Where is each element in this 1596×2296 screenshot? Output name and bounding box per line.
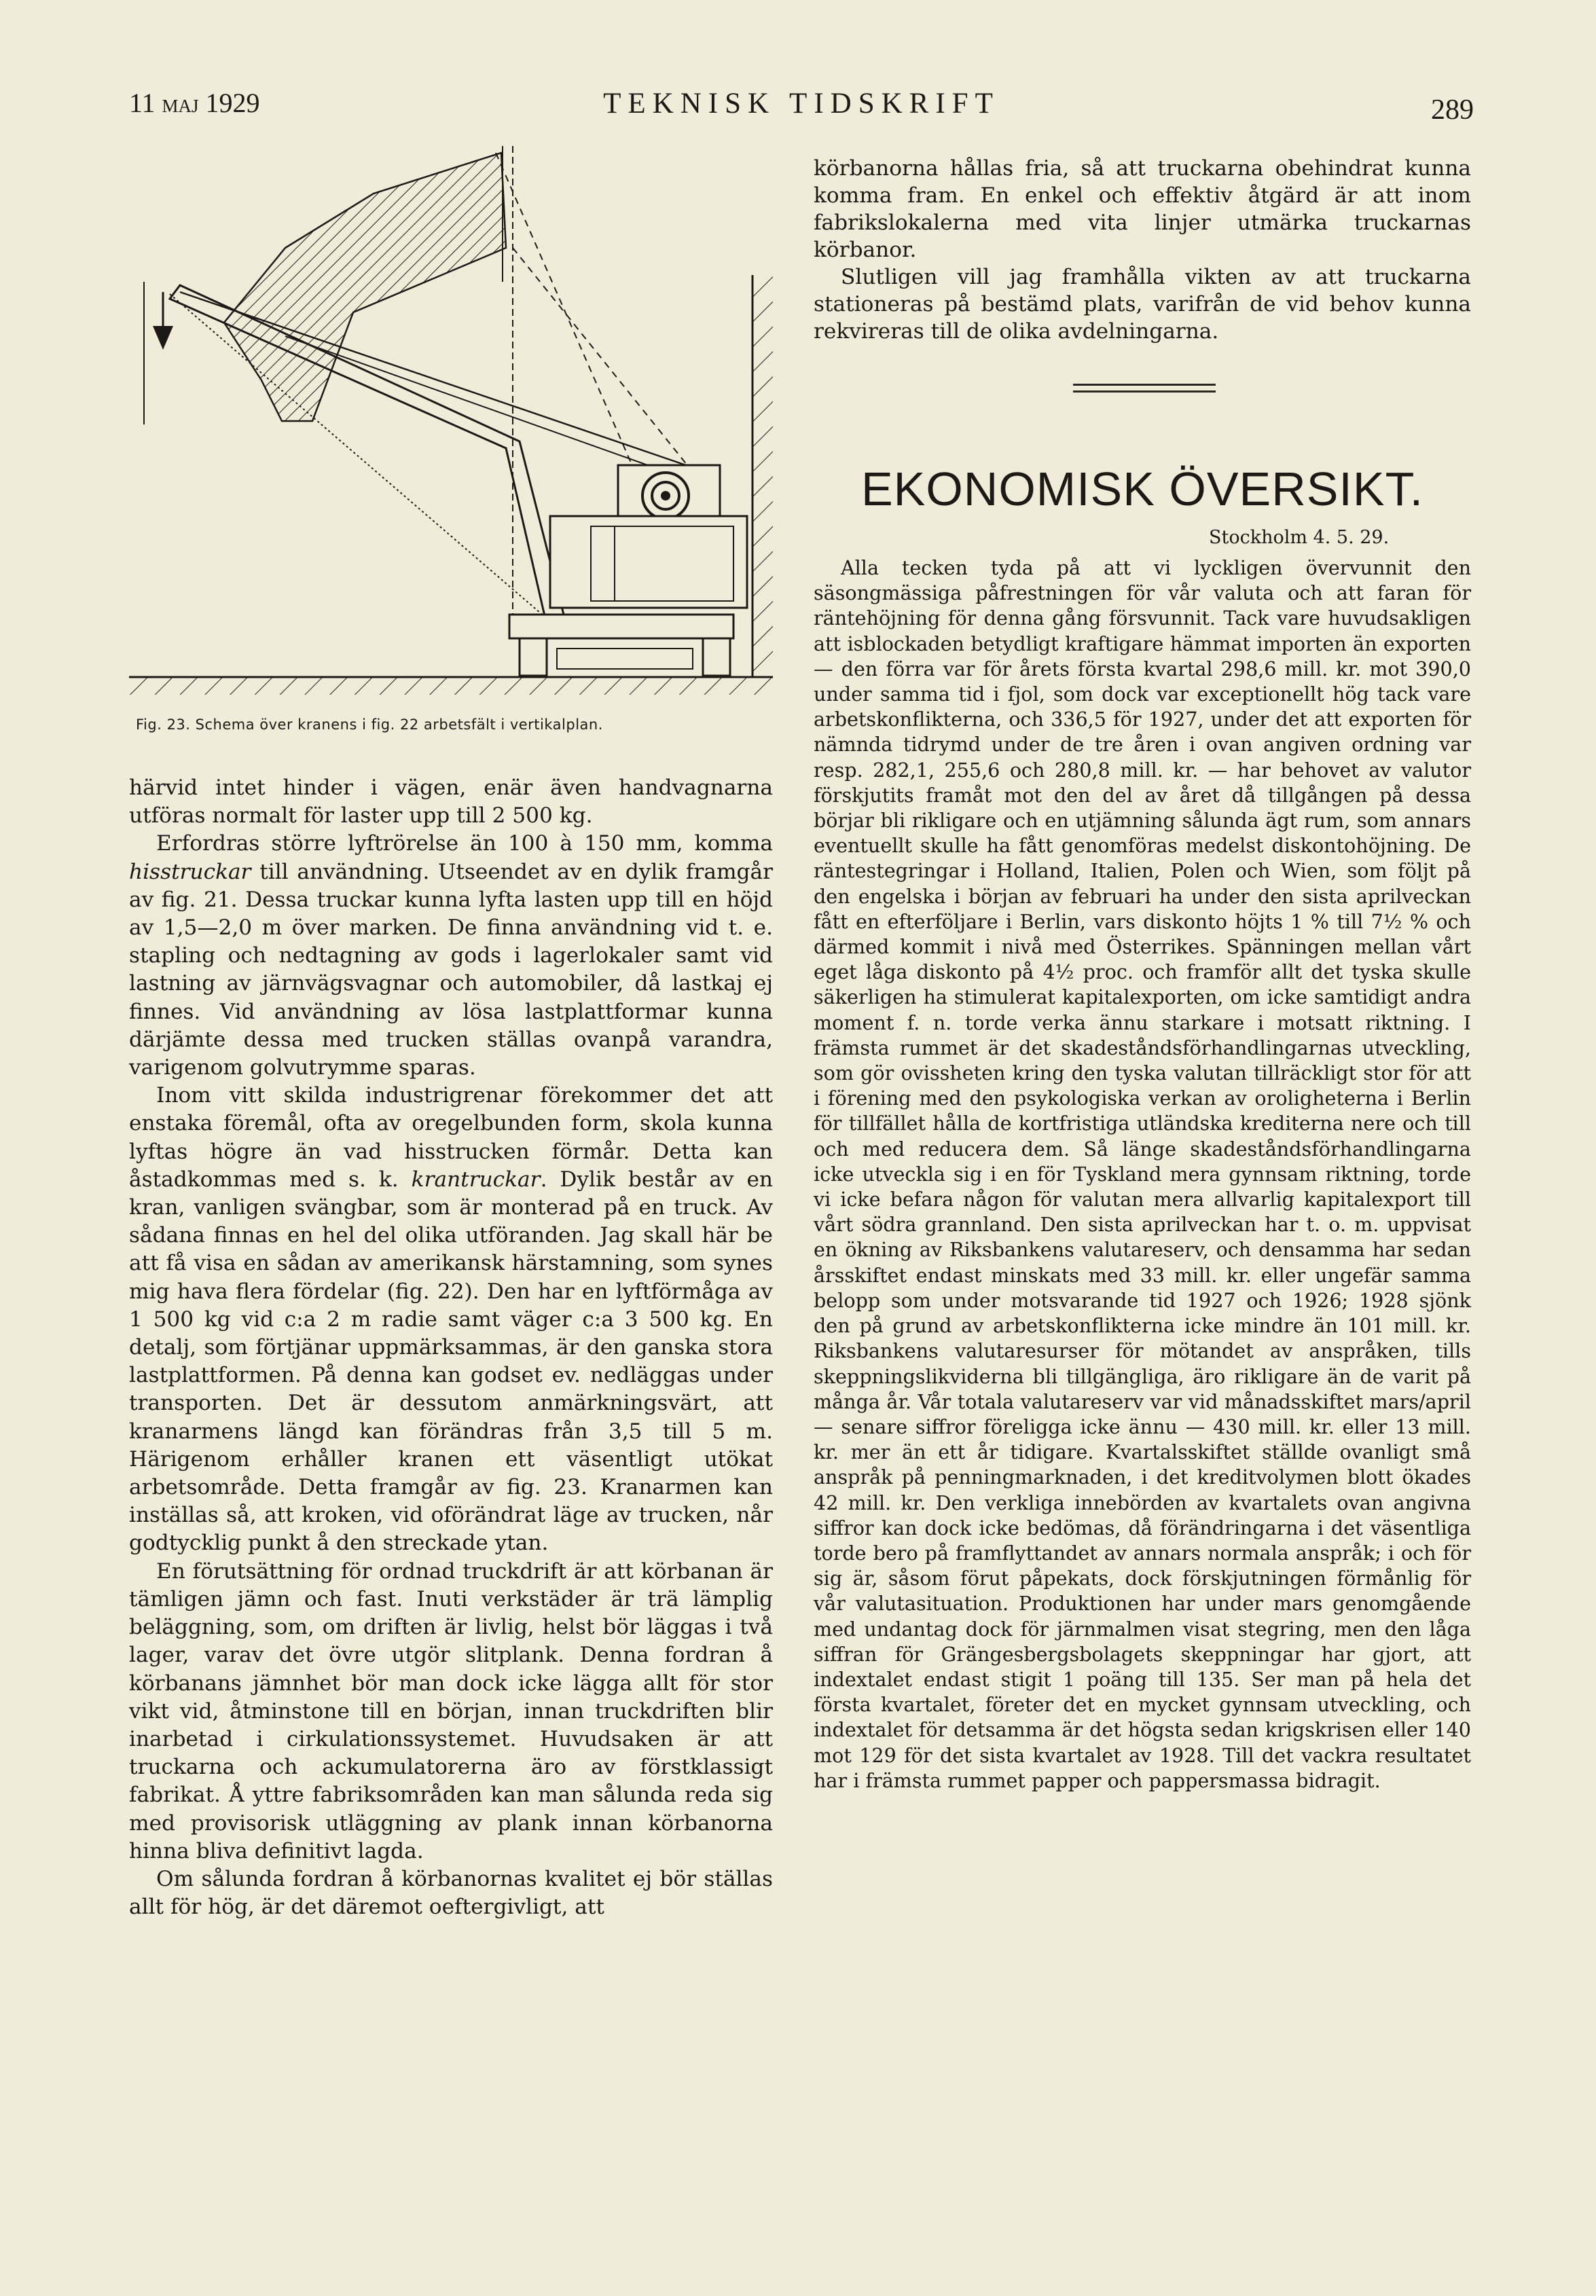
truck-chassis bbox=[509, 615, 733, 638]
paragraph: Om sålunda fordran å körbanornas kvalitet ej bör ställas allt för hög, är det däremot oeftergivligt, att bbox=[129, 1866, 773, 1920]
left-column bbox=[129, 774, 773, 1921]
dateline: Stockholm 4. 5. 29. bbox=[1209, 527, 1390, 548]
paragraph: Inom vitt skilda industrigrenar förekommer det att enstaka föremål, ofta av oregelbunden form, skola kunna lyftas högre än vad hisstrucken förmår. Detta kan åstadkommas med s. k. krantruckar. Dylik består av en kran, vanligen svängbar, som är monterad på en truck. Av sådana finnas en hel del olika utföranden. Jag skall här be att få visa en sådan av amerikansk härstamning, som synes mig hava flera fördelar (fig. 22). Den har en lyftförmåga av 1 500 kg vid c:a 2 m radie samt väger c:a 3 500 kg. En detalj, som förtjänar uppmärksammas, är den ganska stora lastplattformen. På denna kan godset ev. nedläggas under transporten. Det är dessutom anmärkningsvärt, att kranarmens längd kan förändras från 3,5 till 5 m. Härigenom erhåller kranen ett väsentligt utökat arbetsområde. Detta framgår av fig. 23. Kranarmen kan inställas så, att kroken, vid oförändrat läge av trucken, når godtycklig punkt å den streckade ytan. bbox=[129, 1083, 773, 1556]
section-divider bbox=[1073, 390, 1216, 393]
running-header bbox=[129, 87, 1474, 134]
paragraph: Alla tecken tyda på att vi lyckligen övervunnit den säsongmässiga påfrestningen för vår valuta och att faran för räntehöjning för denna gång försvunnit. Tack vare huvudsakligen att isblockaden betydligt kraftigare hämmat importen än exporten — den förra var för årets första kvartal 298,6 mill. kr. mot 390,0 under samma tid i fjol, som dock var exceptionellt hög tack vare arbetskonflikterna, och 336,5 för 1927, under det att exporten för nämnda tidrymd under de tre åren i ovan angiven ordning var resp. 282,1, 255,6 och 280,8 mill. kr. — har behovet av valutor förskjutits framåt mot den del av året då tillgången på dessa börjar bli rikligare och en utjämning sålunda ägt rum, som annars eventuellt skulle ha fått genomföras medelst diskontohöjning. De räntestegringar i Holland, Italien, Polen och Wien, som följt på den engelska i början av februari ha under den sista aprilveckan fått en efterföljare i Berlin, vars diskonto höjts 1 % till 7½ % och därmed kommit i nivå med Österrikes. Spänningen mellan vårt eget låga diskonto på 4½ proc. och framför allt det tyska skulle säkerligen ha stimulerat kapitalexporten, om icke samtidigt andra moment f. n. torde verka ännu starkare i motsatt riktning. I främsta rummet är det skadeståndsförhandlingarnas utveckling, som gör ovissheten kring den tyska valutan tillräckligt stor för att i förening med den psykologiska verkan av oroligheterna i Berlin för tillfället hålla de kortfristiga utländska krediterna nere och till och med reducera dem. Så länge skadeståndsförhandlingarna icke utveckla sig i en för Tyskland mera gynnsam riktning, torde vi icke befara någon för valutan mera allvarlig kapitalexport till vårt södra grannland. Den sista aprilveckan har t. o. m. uppvisat en ökning av Riksbankens valutareserv, och densamma har sedan årsskiftet endast minskats med 33 mill. kr. eller ungefär samma belopp som under motsvarande tid 1927 och 1926; 1928 sjönk den på grund av arbetskonflikterna icke mindre än 101 mill. kr. Riksbankens valutaresurser för mötandet av anspråken, tills skeppningslikviderna bli tillgängliga, äro rikligare än de varit på många år. Vår totala valutareserv var vid månadsskiftet mars/april — senare siffror föreligga icke ännu — 430 mill. kr. eller 13 mill. kr. mer än ett år tidigare. Kvartalsskiftet ställde ovanligt små anspråk på penningmarknaden, i det kreditvolymen blott ökades 42 mill. kr. Den verkliga innebörden av kvartalets ovan angivna siffror kan dock icke bedömas, då förändringarna i det väsentliga torde bero på framflyttandet av annars normala anspråk; i och för sig är, såsom förut påpekats, dock förskjutningen förmånlig för vår valutasituation. Produktionen har under mars genomgående med undantag dock för järnmalmen visat stegring, men den låga siffran för Grängesbergsbolagets skeppningar har gjort, att indextalet endast stigit 1 poäng till 135. Ser man på hela det första kvartalet, företer det en mycket gynnsam utveckling, och indextalet för detsamma är det högsta sedan krigskrisen eller 140 mot 129 för det sista kvartalet av 1928. Till det vackra resultatet har i främsta rummet papper och pappersmassa bidragit. bbox=[814, 556, 1471, 1792]
crane-boom bbox=[170, 285, 564, 625]
page-number: 289 bbox=[1431, 94, 1474, 126]
crane-hook bbox=[153, 326, 173, 350]
figure-caption: Fig. 23. Schema över kranens i fig. 22 arbetsfält i vertikalplan. bbox=[136, 716, 603, 733]
paragraph: körbanorna hållas fria, så att truckarna obehindrat kunna komma fram. En enkel och effektiv åtgärd är att inom fabrikslokalerna med vita linjer utmärka truckarnas körbanor. bbox=[814, 156, 1471, 262]
right-column-top bbox=[814, 155, 1471, 345]
economic-review-body bbox=[814, 555, 1471, 1793]
journal-title: TEKNISK TIDSKRIFT bbox=[603, 88, 1000, 120]
paragraph: härvid intet hinder i vägen, enär även handvagnarna utföras normalt för laster upp till 2 500 kg. bbox=[129, 776, 773, 828]
paragraph: En förutsättning för ordnad truckdrift är att körbanan är tämligen jämn och fast. Inuti verkstäder är trä lämplig beläggning, som, om driften är livlig, helst bör läggas i två lager, varav det övre utgör slitplank. Denna fordran å körbanans jämnhet bör man dock icke lägga allt för stor vikt vid, åtminstone till en början, innan truckdriften blir inarbetad i cirkulationssystemet. Huvudsaken är att truckarna och ackumulatorerna äro av förstklassigt fabrikat. Å yttre fabriksområden kan man sålunda reda sig med provisorisk utläggning av plank innan körbanorna hinna bliva definitivt lagda. bbox=[129, 1559, 773, 1863]
floor-hatching bbox=[129, 677, 773, 695]
crane-working-area-diagram bbox=[129, 146, 774, 744]
paragraph: Erfordras större lyftrörelse än 100 à 150 mm, komma hisstruckar till användning. Utseendet av en dylik framgår av fig. 21. Dessa truckar kunna lyfta lasten upp till en höjd av 1,5—2,0 m över marken. De finna användning vid t. e. stapling och nedtagning av gods i lagerlokaler samt vid lastning av järnvägsvagnar och automobiler, då lastkaj ej finnes. Vid användning av lösa lastplattformar kunna därjämte dessa med trucken ställas ovanpå varandra, varigenom golvutrymme sparas. bbox=[129, 831, 773, 1080]
crane-motor-body bbox=[550, 516, 747, 608]
paragraph: Slutligen vill jag framhålla vikten av att truckarna stationeras på bestämd plats, varifrån de vid behov kunna rekvireras till de olika avdelningarna. bbox=[814, 265, 1471, 344]
issue-date: 11 MAJ 1929 bbox=[129, 88, 260, 118]
section-divider bbox=[1073, 384, 1216, 386]
wall-hatching bbox=[752, 275, 773, 677]
hatched-work-area bbox=[224, 153, 506, 421]
section-title: EKONOMISK ÖVERSIKT. bbox=[860, 462, 1424, 515]
